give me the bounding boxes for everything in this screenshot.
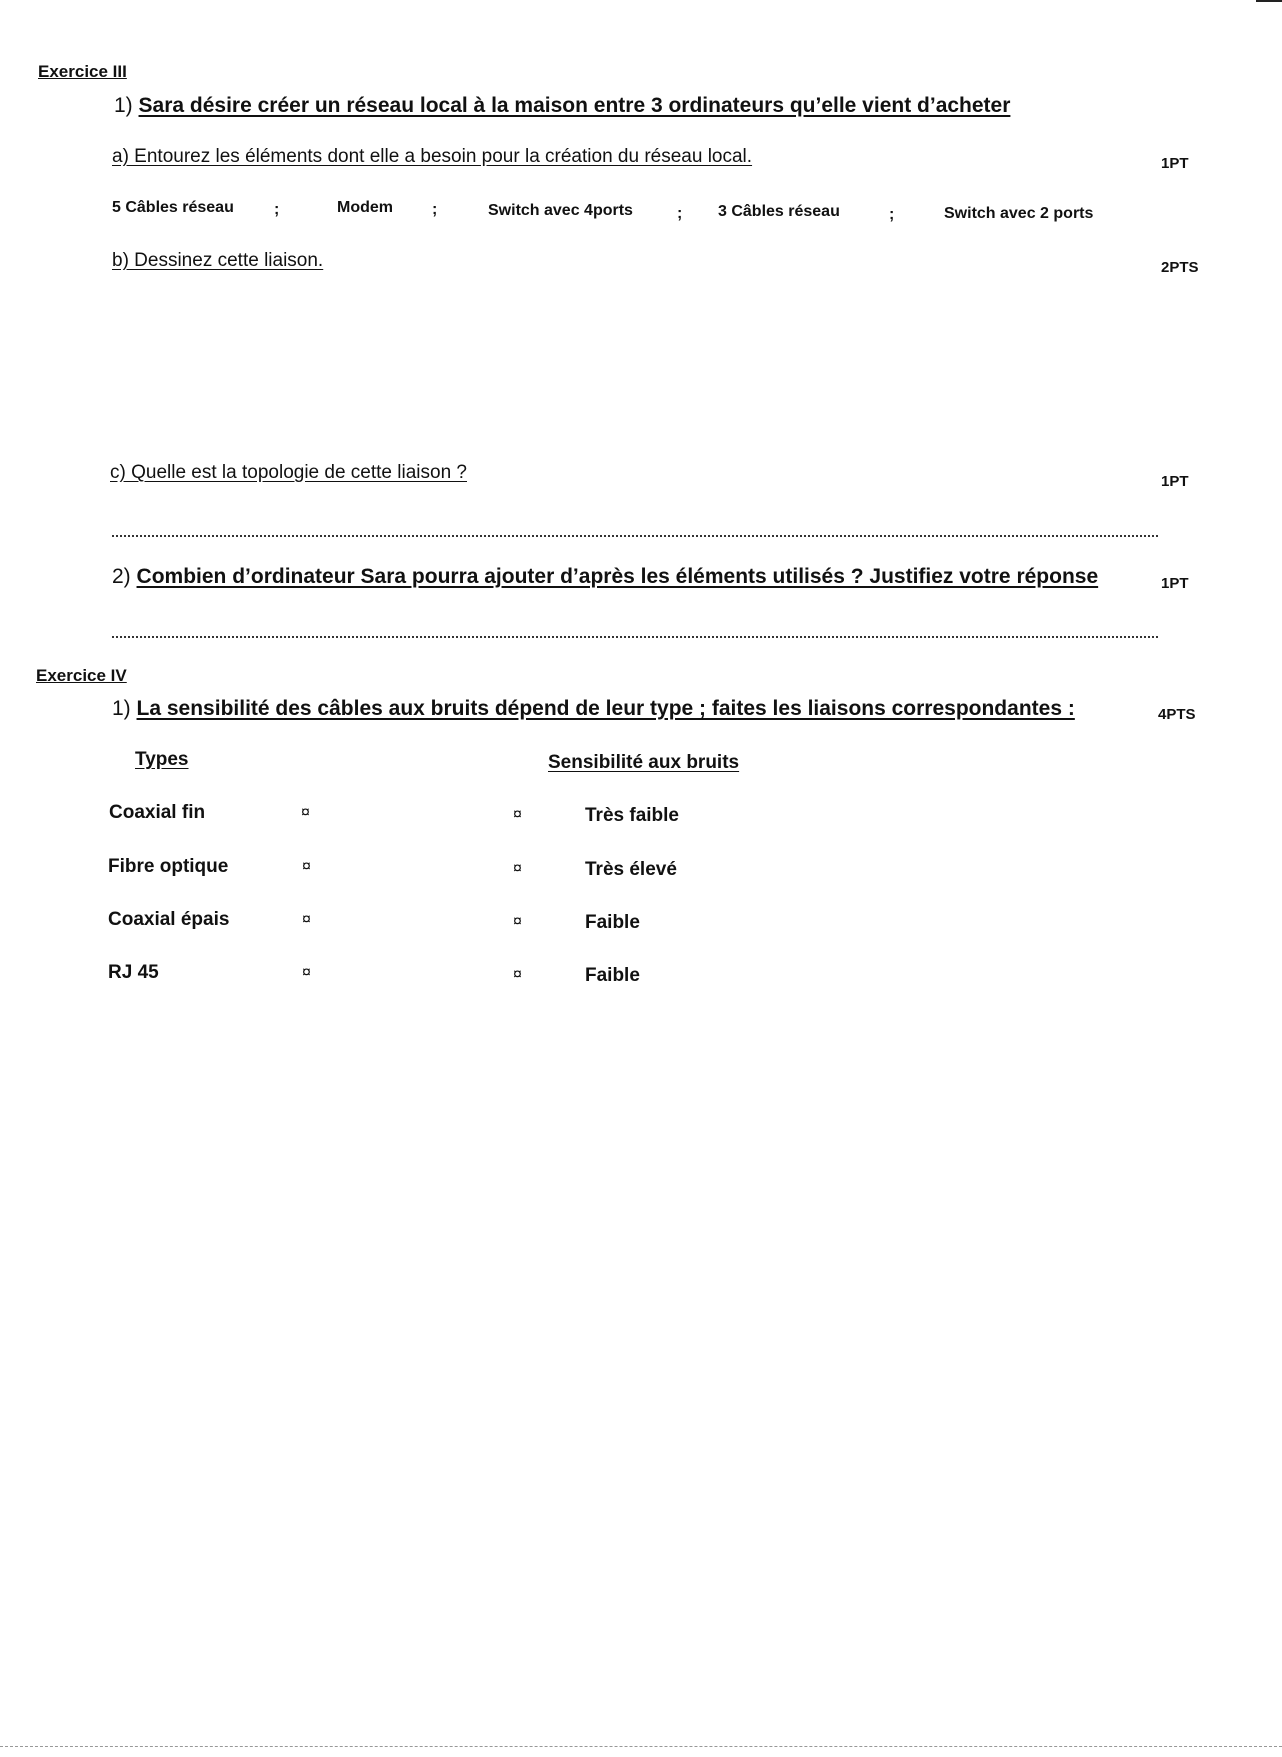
question-b-text: b) Dessinez cette liaison. xyxy=(112,250,324,271)
choice-separator: ; xyxy=(889,206,895,223)
choice-switch-4-ports[interactable]: Switch avec 4ports xyxy=(488,202,633,219)
sensitivity-faible: Faible xyxy=(585,965,640,986)
question-a-text: a) Entourez les éléments dont elle a besoin pour la création du réseau local. xyxy=(112,146,753,167)
question-text: Combien d’ordinateur Sara pourra ajouter d’après les éléments utilisés ? Justifiez votre réponse xyxy=(136,565,1099,588)
exercise-4-title: Exercice IV xyxy=(36,666,127,685)
sensitivity-tres-faible: Très faible xyxy=(585,805,679,826)
column-header-types: Types xyxy=(135,749,189,770)
choice-5-cables[interactable]: 5 Câbles réseau xyxy=(112,199,234,216)
exercise-3-question-1 xyxy=(114,94,1010,118)
cable-type-fibre-optique: Fibre optique xyxy=(108,856,229,877)
question-2-points: 1PT xyxy=(1161,575,1189,592)
connector-point-left[interactable]: ¤ xyxy=(301,804,310,821)
connector-point-left[interactable]: ¤ xyxy=(302,964,311,981)
cable-type-rj45: RJ 45 xyxy=(108,962,159,983)
choice-separator: ; xyxy=(677,205,683,222)
column-header-sensitivity: Sensibilité aux bruits xyxy=(548,752,740,773)
scan-edge-mark xyxy=(1256,0,1282,2)
cable-type-coaxial-epais: Coaxial épais xyxy=(108,909,230,930)
connector-point-right[interactable]: ¤ xyxy=(513,860,522,877)
connector-point-right[interactable]: ¤ xyxy=(513,966,522,983)
cable-type-coaxial-fin: Coaxial fin xyxy=(109,802,206,823)
question-4-1-points: 4PTS xyxy=(1158,706,1196,723)
exercise-3-question-2 xyxy=(112,565,1098,589)
question-c-text: c) Quelle est la topologie de cette liaison ? xyxy=(110,462,467,483)
question-number: 2) xyxy=(112,565,131,588)
choice-separator: ; xyxy=(432,201,438,218)
drawing-area[interactable] xyxy=(112,290,1162,450)
question-text: Sara désire créer un réseau local à la maison entre 3 ordinateurs qu’elle vient d’acheter xyxy=(138,94,1011,117)
sensitivity-faible: Faible xyxy=(585,912,640,933)
answer-line-c[interactable] xyxy=(112,535,1158,537)
answer-line-2[interactable] xyxy=(112,636,1158,638)
connector-point-left[interactable]: ¤ xyxy=(302,911,311,928)
question-number: 1) xyxy=(114,94,133,117)
choice-switch-2-ports[interactable]: Switch avec 2 ports xyxy=(944,205,1094,222)
connector-point-right[interactable]: ¤ xyxy=(513,806,522,823)
question-a-points: 1PT xyxy=(1161,155,1189,172)
exercise-4-question-1 xyxy=(112,697,1075,721)
sensitivity-tres-eleve: Très élevé xyxy=(585,859,677,880)
connector-point-left[interactable]: ¤ xyxy=(302,858,311,875)
connector-point-right[interactable]: ¤ xyxy=(513,913,522,930)
choice-3-cables[interactable]: 3 Câbles réseau xyxy=(718,203,840,220)
choice-modem[interactable]: Modem xyxy=(337,199,393,216)
question-text: La sensibilité des câbles aux bruits dépend de leur type ; faites les liaisons correspondantes : xyxy=(136,697,1075,720)
question-c-points: 1PT xyxy=(1161,473,1189,490)
exercise-3-title: Exercice III xyxy=(38,62,127,81)
question-b-points: 2PTS xyxy=(1161,259,1199,276)
scan-bottom-edge xyxy=(0,1746,1282,1747)
choice-separator: ; xyxy=(274,201,280,218)
question-number: 1) xyxy=(112,697,131,720)
